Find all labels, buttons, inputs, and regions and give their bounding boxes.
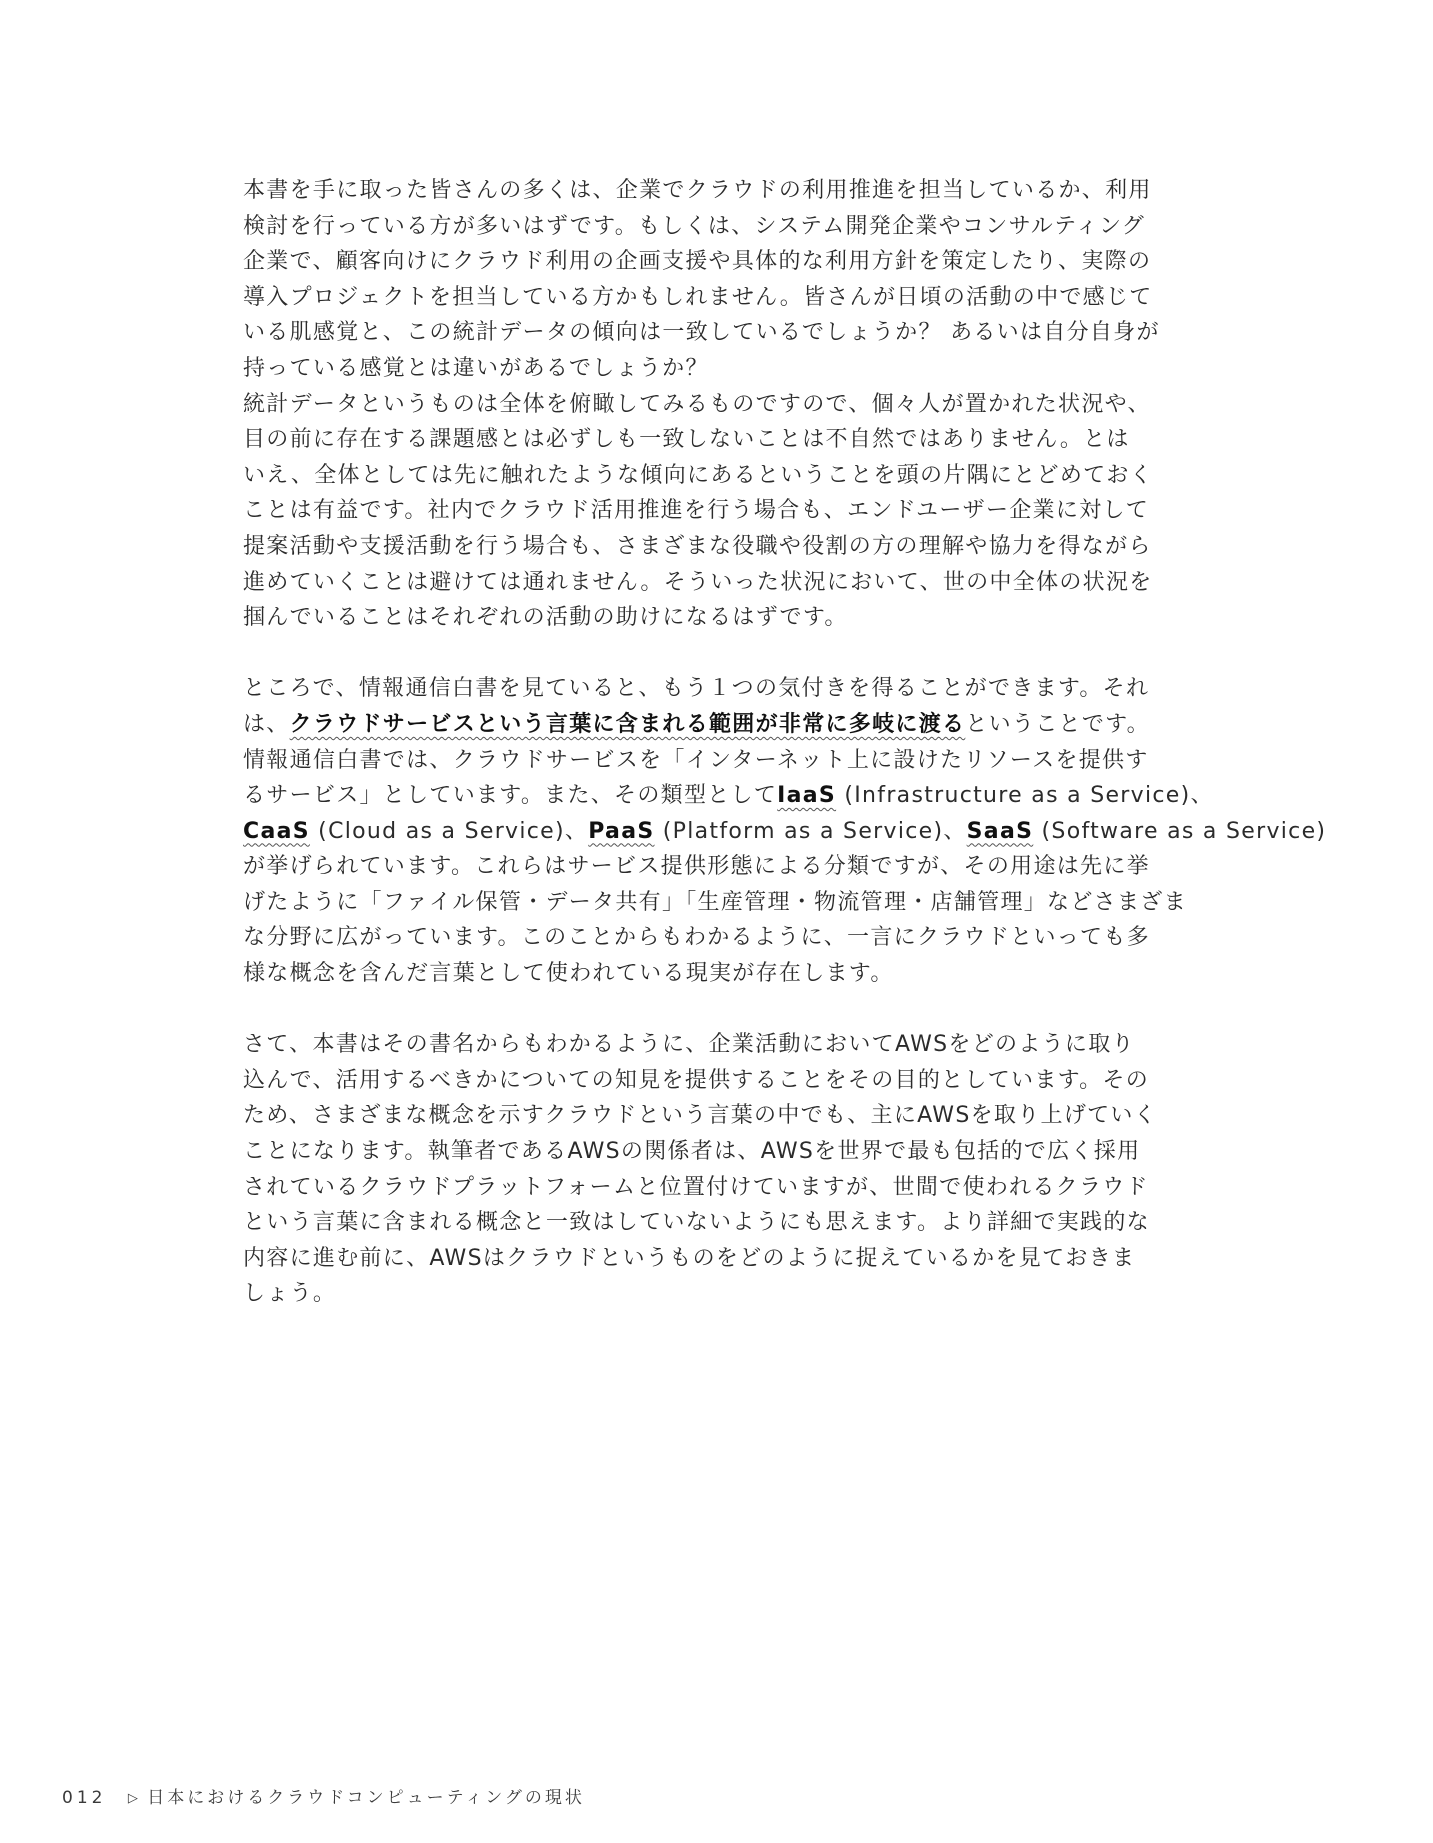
text-segment: ことになります。執筆者であるAWSの関係者は、AWSを世界で最も包括的で広く採用 bbox=[243, 1139, 1141, 1165]
page-footer bbox=[62, 1783, 585, 1813]
text-line bbox=[243, 1027, 1173, 1063]
text-segment: 提案活動や支援活動を行う場合も、さまざまな役職や役割の方の理解や協力を得ながら bbox=[243, 533, 1152, 559]
text-segment: は、 bbox=[243, 711, 290, 737]
text-segment: 込んで、活用するべきかについての知見を提供することをその目的としています。その bbox=[243, 1067, 1150, 1093]
text-segment: (Platform as a Service)、 bbox=[654, 818, 967, 844]
text-line bbox=[243, 1098, 1173, 1134]
text-segment: されているクラウドプラットフォームと位置付けていますが、世間で使われるクラウド bbox=[243, 1174, 1149, 1200]
text-line bbox=[243, 209, 1173, 245]
text-line bbox=[243, 1276, 1173, 1312]
text-line bbox=[243, 173, 1173, 209]
text-line bbox=[243, 743, 1173, 779]
text-line bbox=[243, 671, 1173, 707]
text-segment: 目の前に存在する課題感とは必ずしも一致しないことは不自然ではありません。とは bbox=[243, 427, 1130, 453]
text-segment: (Software as a Service) bbox=[1033, 818, 1327, 844]
page-number: 012 bbox=[62, 1788, 107, 1808]
text-segment: (Infrastructure as a Service)、 bbox=[836, 783, 1214, 809]
text-segment: げたように「ファイル保管・データ共有」「生産管理・物流管理・店舗管理」などさまざま bbox=[243, 889, 1187, 915]
text-line bbox=[243, 600, 1173, 636]
text-line bbox=[243, 1205, 1173, 1241]
text-line bbox=[243, 1063, 1173, 1099]
text-line bbox=[243, 529, 1173, 565]
text-segment: 導入プロジェクトを担当している方かもしれません。皆さんが日頃の活動の中で感じて bbox=[243, 284, 1153, 310]
text-segment: いえ、全体としては先に触れたような傾向にあるということを頭の片隅にとどめておく bbox=[243, 462, 1154, 488]
text-line bbox=[243, 885, 1187, 921]
text-line bbox=[243, 280, 1173, 316]
chapter-title: 日本におけるクラウドコンピューティングの現状 bbox=[147, 1788, 585, 1808]
emphasized-text: IaaS bbox=[777, 783, 837, 809]
text-segment: という言葉に含まれる概念と一致はしていないようにも思えます。より詳細で実践的な bbox=[243, 1210, 1150, 1236]
paragraph bbox=[243, 671, 1327, 991]
text-segment: 統計データというものは全体を俯瞰してみるものですので、個々人が置かれた状況や、 bbox=[243, 391, 1151, 417]
text-line bbox=[243, 814, 1327, 850]
emphasized-text: CaaS bbox=[243, 818, 310, 844]
text-segment: しょう。 bbox=[243, 1281, 337, 1307]
text-line bbox=[243, 351, 1173, 387]
text-segment: 情報通信白書では、クラウドサービスを「インターネット上に設けたリソースを提供す bbox=[243, 747, 1149, 773]
text-line bbox=[243, 244, 1173, 280]
text-segment: ということです。 bbox=[965, 711, 1150, 737]
text-segment: 本書を手に取った皆さんの多くは、企業でクラウドの利用推進を担当しているか、利用 bbox=[243, 178, 1152, 203]
text-line bbox=[243, 565, 1173, 601]
emphasized-text: クラウドサービスという言葉に含まれる範囲が非常に多岐に渡る bbox=[289, 711, 966, 737]
text-segment: (Cloud as a Service)、 bbox=[309, 818, 589, 844]
text-line bbox=[243, 920, 1173, 956]
text-segment: 掴んでいることはそれぞれの活動の助けになるはずです。 bbox=[243, 605, 848, 631]
paragraph-gap bbox=[243, 992, 1173, 1028]
text-segment: るサービス」としています。また、その類型として bbox=[243, 783, 778, 809]
text-line bbox=[243, 1170, 1173, 1206]
text-segment: 様な概念を含んだ言葉として使われている現実が存在します。 bbox=[243, 961, 894, 987]
text-segment: 検討を行っている方が多いはずです。もしくは、システム開発企業やコンサルティング bbox=[243, 213, 1146, 239]
text-line bbox=[243, 315, 1173, 351]
text-line bbox=[243, 422, 1173, 458]
text-line bbox=[243, 956, 1173, 992]
emphasized-text: PaaS bbox=[588, 818, 655, 844]
text-segment: いる肌感覚と、この統計データの傾向は一致しているでしょうか？ あるいは自分自身が bbox=[243, 320, 1160, 346]
text-segment: な分野に広がっています。このことからもわかるように、一言にクラウドといっても多 bbox=[243, 925, 1150, 951]
text-segment: 進めていくことは避けては通れません。そういった状況において、世の中全体の状況を bbox=[243, 569, 1153, 595]
emphasized-text: SaaS bbox=[966, 818, 1034, 844]
text-line bbox=[243, 707, 1173, 743]
text-line bbox=[243, 493, 1173, 529]
text-line bbox=[243, 1241, 1173, 1277]
triangle-arrow-icon: ▷ bbox=[127, 1791, 138, 1806]
text-line bbox=[243, 778, 1214, 814]
paragraph bbox=[243, 1027, 1173, 1312]
text-line bbox=[243, 458, 1173, 494]
text-line bbox=[243, 1134, 1173, 1170]
text-segment: さて、本書はその書名からもわかるように、企業活動においてAWSをどのように取り bbox=[243, 1032, 1135, 1058]
text-segment: 企業で、顧客向けにクラウド利用の企画支援や具体的な利用方針を策定したり、実際の bbox=[243, 249, 1152, 275]
text-segment: ため、さまざまな概念を示すクラウドという言葉の中でも、主にAWSを取り上げていく bbox=[243, 1103, 1158, 1129]
text-segment: ことは有益です。社内でクラウド活用推進を行う場合も、エンドユーザー企業に対して bbox=[243, 498, 1150, 524]
text-segment: 内容に進む前に、AWSはクラウドというものをどのように捉えているかを見ておきま bbox=[243, 1245, 1136, 1271]
text-segment: 持っている感覚とは違いがあるでしょうか？ bbox=[243, 355, 709, 381]
body-text bbox=[243, 173, 1327, 1312]
paragraph bbox=[243, 173, 1173, 636]
text-line bbox=[243, 849, 1173, 885]
paragraph-gap bbox=[243, 636, 1173, 672]
text-line bbox=[243, 387, 1173, 423]
text-segment: ところで、情報通信白書を見ていると、もう１つの気付きを得ることができます。それ bbox=[243, 676, 1150, 702]
text-segment: が挙げられています。これらはサービス提供形態による分類ですが、その用途は先に挙 bbox=[243, 854, 1150, 880]
